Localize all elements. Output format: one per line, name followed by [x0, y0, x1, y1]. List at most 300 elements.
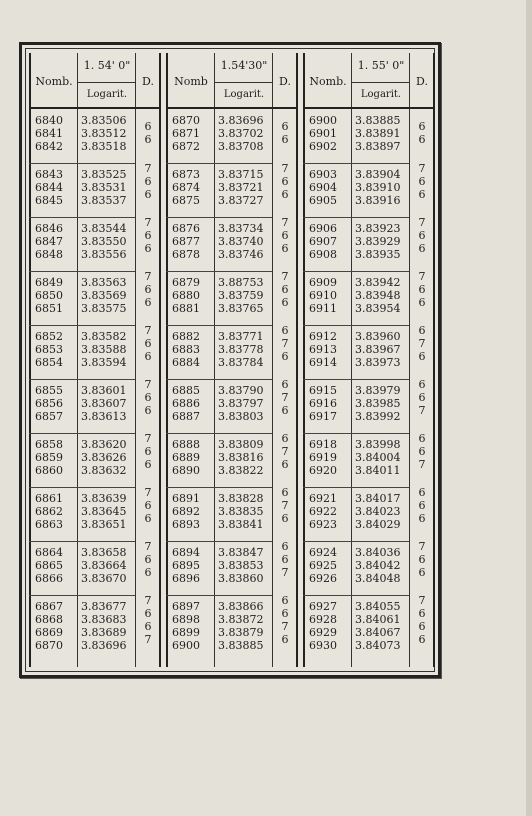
logarit-value: 3.83664: [81, 559, 127, 572]
logarit-value: 3.83525: [81, 168, 127, 181]
difference-value: 6: [144, 458, 152, 471]
logarit-value: 3.83784: [218, 356, 264, 369]
table-row: [29, 385, 135, 397]
nomb-value: 6858: [35, 438, 63, 451]
nomb-value: 6900: [172, 639, 200, 652]
nomb-value: 6868: [35, 613, 63, 626]
difference-value: 6: [144, 229, 152, 242]
group-rule: [29, 433, 135, 434]
logarit-value: 3.83967: [355, 343, 401, 356]
header-logarit: Logarit.: [223, 89, 265, 100]
difference-value: 6: [281, 432, 289, 445]
nomb-value: 6929: [309, 626, 337, 639]
nomb-value: 6920: [309, 464, 337, 477]
header-baseline: [303, 107, 435, 109]
logarit-value: 3.83702: [218, 127, 264, 140]
table-row: [303, 506, 409, 518]
group-rule: [303, 379, 409, 380]
logarit-value: 3.83879: [218, 626, 264, 639]
logarit-value: 3.83822: [218, 464, 264, 477]
nomb-value: 6927: [309, 600, 337, 613]
nomb-value: 6873: [172, 168, 200, 181]
logarit-value: 3.83960: [355, 330, 401, 343]
nomb-value: 6866: [35, 572, 63, 585]
difference-value: 6: [281, 175, 289, 188]
nomb-value: 6861: [35, 492, 63, 505]
table-row: [303, 640, 409, 652]
nomb-value: 6860: [35, 464, 63, 477]
difference-value: 6: [281, 404, 289, 417]
nomb-value: 6890: [172, 464, 200, 477]
nomb-value: 6930: [309, 639, 337, 652]
difference-value: 7: [418, 458, 426, 471]
nomb-value: 6847: [35, 235, 63, 248]
nomb-value: 6876: [172, 222, 200, 235]
logarit-value: 3.83885: [218, 639, 264, 652]
table-row: [29, 115, 135, 127]
table-row: [166, 128, 272, 140]
difference-value: 7: [144, 432, 152, 445]
nomb-value: 6901: [309, 127, 337, 140]
logarit-value: 3.83942: [355, 276, 401, 289]
logarit-value: 3.83689: [81, 626, 127, 639]
table-row: [29, 236, 135, 248]
logarit-value: 3.83916: [355, 194, 401, 207]
logarit-value: 3.83670: [81, 572, 127, 585]
header-d: D.: [142, 75, 154, 88]
logarit-value: 3.83537: [81, 194, 127, 207]
group-rule: [29, 595, 135, 596]
difference-value: 7: [418, 216, 426, 229]
logarit-value: 3.83696: [218, 114, 264, 127]
logarit-value: 3.83885: [355, 114, 401, 127]
nomb-value: 6841: [35, 127, 63, 140]
difference-value: 6: [418, 296, 426, 309]
difference-value: 6: [418, 445, 426, 458]
nomb-value: 6912: [309, 330, 337, 343]
difference-value: 6: [418, 133, 426, 146]
difference-value: 6: [281, 188, 289, 201]
table-row: [29, 331, 135, 343]
logarit-value: 3.83816: [218, 451, 264, 464]
table-row: [166, 290, 272, 302]
logarit-value: 3.83594: [81, 356, 127, 369]
logarit-value: 3.83979: [355, 384, 401, 397]
nomb-value: 6914: [309, 356, 337, 369]
logarit-value: 3.83847: [218, 546, 264, 559]
table-block: [29, 53, 161, 667]
difference-value: 7: [281, 337, 289, 350]
difference-value: 6: [281, 512, 289, 525]
nomb-value: 6895: [172, 559, 200, 572]
table-row: [29, 128, 135, 140]
logarit-value: 3.83582: [81, 330, 127, 343]
table-row: [166, 169, 272, 181]
table-row: [29, 506, 135, 518]
nomb-value: 6863: [35, 518, 63, 531]
difference-value: 7: [144, 324, 152, 337]
difference-value: 7: [281, 499, 289, 512]
table-block: [303, 53, 435, 667]
difference-value: 6: [281, 633, 289, 646]
table-row: [166, 614, 272, 626]
table-row: [166, 547, 272, 559]
logarit-value: 3.83985: [355, 397, 401, 410]
logarit-value: 3.84017: [355, 492, 401, 505]
table-block: [166, 53, 298, 667]
logarit-value: 3.83632: [81, 464, 127, 477]
nomb-value: 6865: [35, 559, 63, 572]
header-rule: [215, 82, 272, 83]
logarit-value: 3.83506: [81, 114, 127, 127]
table-row: [29, 627, 135, 639]
difference-value: 6: [144, 283, 152, 296]
table-row: [29, 411, 135, 423]
logarit-value: 3.83841: [218, 518, 264, 531]
difference-value: 7: [281, 216, 289, 229]
logarit-value: 3.83708: [218, 140, 264, 153]
difference-value: 7: [418, 404, 426, 417]
table-row: [303, 411, 409, 423]
difference-value: 7: [418, 594, 426, 607]
difference-value: 6: [144, 350, 152, 363]
logarit-value: 3.83575: [81, 302, 127, 315]
table-row: [303, 128, 409, 140]
logarit-value: 3.83727: [218, 194, 264, 207]
logarit-value: 3.83891: [355, 127, 401, 140]
logarit-value: 3.83765: [218, 302, 264, 315]
nomb-value: 6846: [35, 222, 63, 235]
table-row: [29, 601, 135, 613]
logarit-value: 3.83639: [81, 492, 127, 505]
difference-value: 6: [144, 512, 152, 525]
table-row: [166, 385, 272, 397]
logarit-value: 3.83809: [218, 438, 264, 451]
logarit-value: 3.83923: [355, 222, 401, 235]
difference-value: 6: [418, 391, 426, 404]
logarit-value: 3.83797: [218, 397, 264, 410]
difference-value: 6: [281, 350, 289, 363]
difference-value: 6: [144, 133, 152, 146]
table-row: [29, 439, 135, 451]
table-row: [303, 601, 409, 613]
logarit-value: 3.84042: [355, 559, 401, 572]
difference-value: 6: [418, 607, 426, 620]
difference-value: 7: [144, 378, 152, 391]
difference-value: 7: [144, 594, 152, 607]
header-d: D.: [279, 75, 291, 88]
logarit-value: 3.83544: [81, 222, 127, 235]
table-row: [29, 249, 135, 261]
table-row: [303, 452, 409, 464]
logarit-value: 3.83601: [81, 384, 127, 397]
table-row: [29, 398, 135, 410]
difference-value: 7: [144, 633, 152, 646]
nomb-value: 6885: [172, 384, 200, 397]
logarit-value: 3.83929: [355, 235, 401, 248]
table-row: [303, 627, 409, 639]
table-row: [303, 493, 409, 505]
difference-value: 7: [144, 540, 152, 553]
group-rule: [29, 217, 135, 218]
difference-value: 7: [281, 162, 289, 175]
header-nomb: Nomb: [174, 75, 208, 88]
group-rule: [166, 379, 272, 380]
table-row: [303, 182, 409, 194]
difference-value: 6: [281, 283, 289, 296]
logarit-value: 3.83658: [81, 546, 127, 559]
logarit-value: 3.84067: [355, 626, 401, 639]
table-row: [29, 169, 135, 181]
group-rule: [303, 541, 409, 542]
group-rule: [166, 487, 272, 488]
logarit-value: 3.83866: [218, 600, 264, 613]
group-rule: [303, 217, 409, 218]
table-row: [303, 141, 409, 153]
table-row: [166, 411, 272, 423]
logarit-value: 3.83531: [81, 181, 127, 194]
difference-value: 6: [144, 120, 152, 133]
difference-value: 6: [418, 229, 426, 242]
difference-value: 7: [418, 162, 426, 175]
group-rule: [166, 541, 272, 542]
nomb-value: 6870: [172, 114, 200, 127]
header-logarit: Logarit.: [86, 89, 128, 100]
nomb-value: 6843: [35, 168, 63, 181]
difference-value: 6: [281, 458, 289, 471]
nomb-value: 6869: [35, 626, 63, 639]
table-row: [166, 236, 272, 248]
group-rule: [303, 433, 409, 434]
nomb-value: 6922: [309, 505, 337, 518]
difference-value: 6: [281, 594, 289, 607]
nomb-value: 6924: [309, 546, 337, 559]
difference-value: 6: [144, 188, 152, 201]
logarit-value: 3.83828: [218, 492, 264, 505]
logarit-value: 3.83740: [218, 235, 264, 248]
difference-value: 6: [144, 296, 152, 309]
table-row: [166, 439, 272, 451]
nomb-value: 6870: [35, 639, 63, 652]
table-row: [29, 614, 135, 626]
logarit-value: 3.83620: [81, 438, 127, 451]
table-row: [29, 303, 135, 315]
table-row: [303, 249, 409, 261]
nomb-value: 6849: [35, 276, 63, 289]
logarit-value: 3.84073: [355, 639, 401, 652]
difference-value: 6: [144, 566, 152, 579]
nomb-value: 6889: [172, 451, 200, 464]
nomb-value: 6908: [309, 248, 337, 261]
nomb-value: 6854: [35, 356, 63, 369]
nomb-value: 6910: [309, 289, 337, 302]
header-arc: 1. 55' 0": [357, 59, 405, 72]
logarit-value: 3.83897: [355, 140, 401, 153]
header-rule: [352, 82, 409, 83]
nomb-value: 6891: [172, 492, 200, 505]
table-row: [166, 182, 272, 194]
nomb-value: 6845: [35, 194, 63, 207]
table-row: [303, 331, 409, 343]
difference-value: 6: [281, 486, 289, 499]
group-rule: [29, 271, 135, 272]
logarit-value: 3.84011: [355, 464, 401, 477]
table-row: [29, 141, 135, 153]
group-rule: [303, 595, 409, 596]
logarit-value: 3.83778: [218, 343, 264, 356]
table-row: [166, 465, 272, 477]
table-row: [166, 141, 272, 153]
group-rule: [303, 163, 409, 164]
nomb-value: 6897: [172, 600, 200, 613]
log-table-inner-border: [25, 48, 435, 672]
difference-value: 6: [144, 445, 152, 458]
difference-value: 6: [418, 242, 426, 255]
group-rule: [166, 271, 272, 272]
difference-value: 6: [281, 229, 289, 242]
table-row: [303, 385, 409, 397]
logarit-value: 3.83872: [218, 613, 264, 626]
group-rule: [303, 271, 409, 272]
logarit-value: 3.83607: [81, 397, 127, 410]
nomb-value: 6855: [35, 384, 63, 397]
nomb-value: 6918: [309, 438, 337, 451]
table-row: [303, 519, 409, 531]
difference-value: 7: [144, 486, 152, 499]
nomb-value: 6907: [309, 235, 337, 248]
table-row: [166, 344, 272, 356]
nomb-value: 6840: [35, 114, 63, 127]
table-row: [303, 303, 409, 315]
logarit-value: 3.84023: [355, 505, 401, 518]
table-row: [303, 439, 409, 451]
nomb-value: 6853: [35, 343, 63, 356]
logarit-value: 3.83556: [81, 248, 127, 261]
difference-value: 6: [418, 432, 426, 445]
logarit-value: 3.83771: [218, 330, 264, 343]
table-row: [29, 493, 135, 505]
logarit-value: 3.84004: [355, 451, 401, 464]
group-rule: [29, 163, 135, 164]
logarit-value: 3.83803: [218, 410, 264, 423]
logarit-value: 3.83998: [355, 438, 401, 451]
difference-value: 6: [418, 188, 426, 201]
logarit-value: 3.84055: [355, 600, 401, 613]
nomb-value: 6851: [35, 302, 63, 315]
table-row: [29, 452, 135, 464]
nomb-value: 6852: [35, 330, 63, 343]
nomb-value: 6872: [172, 140, 200, 153]
nomb-value: 6892: [172, 505, 200, 518]
nomb-value: 6886: [172, 397, 200, 410]
table-row: [166, 357, 272, 369]
table-row: [166, 277, 272, 289]
nomb-value: 6921: [309, 492, 337, 505]
table-row: [166, 452, 272, 464]
group-rule: [29, 325, 135, 326]
logarit-value: 3.83677: [81, 600, 127, 613]
logarit-value: 3.83683: [81, 613, 127, 626]
log-table-frame: [19, 42, 441, 678]
header-arc: 1.54'30": [220, 59, 268, 72]
nomb-value: 6900: [309, 114, 337, 127]
table-row: [303, 573, 409, 585]
header-arc: 1. 54' 0": [83, 59, 131, 72]
logarit-value: 3.83721: [218, 181, 264, 194]
difference-value: 6: [144, 175, 152, 188]
nomb-value: 6882: [172, 330, 200, 343]
logarit-value: 3.83626: [81, 451, 127, 464]
nomb-value: 6917: [309, 410, 337, 423]
logarit-value: 3.83715: [218, 168, 264, 181]
header-nomb: Nomb.: [35, 75, 73, 88]
header-logarit: Logarit.: [360, 89, 402, 100]
nomb-value: 6916: [309, 397, 337, 410]
table-row: [29, 640, 135, 652]
nomb-value: 6859: [35, 451, 63, 464]
table-row: [303, 357, 409, 369]
nomb-value: 6883: [172, 343, 200, 356]
logarit-value: 3.83860: [218, 572, 264, 585]
nomb-value: 6844: [35, 181, 63, 194]
difference-value: 6: [418, 175, 426, 188]
nomb-value: 6871: [172, 127, 200, 140]
table-row: [166, 573, 272, 585]
difference-value: 6: [281, 296, 289, 309]
nomb-value: 6842: [35, 140, 63, 153]
table-row: [29, 547, 135, 559]
logarit-value: 3.83910: [355, 181, 401, 194]
difference-value: 6: [144, 620, 152, 633]
logarit-value: 3.83835: [218, 505, 264, 518]
table-row: [303, 290, 409, 302]
nomb-value: 6919: [309, 451, 337, 464]
difference-value: 7: [144, 162, 152, 175]
group-rule: [166, 163, 272, 164]
nomb-value: 6884: [172, 356, 200, 369]
group-rule: [29, 541, 135, 542]
logarit-value: 3.84061: [355, 613, 401, 626]
table-row: [166, 303, 272, 315]
table-row: [166, 249, 272, 261]
group-rule: [166, 325, 272, 326]
table-row: [29, 277, 135, 289]
nomb-value: 6905: [309, 194, 337, 207]
logarit-value: 3.83734: [218, 222, 264, 235]
nomb-value: 6894: [172, 546, 200, 559]
nomb-value: 6875: [172, 194, 200, 207]
difference-value: 6: [281, 378, 289, 391]
logarit-value: 3.84029: [355, 518, 401, 531]
group-rule: [29, 379, 135, 380]
table-row: [166, 195, 272, 207]
difference-value: 6: [418, 633, 426, 646]
table-row: [303, 169, 409, 181]
difference-value: 6: [418, 486, 426, 499]
table-row: [29, 290, 135, 302]
difference-value: 7: [281, 566, 289, 579]
header-rule: [78, 82, 135, 83]
logarit-value: 3.83512: [81, 127, 127, 140]
difference-value: 6: [281, 540, 289, 553]
nomb-value: 6864: [35, 546, 63, 559]
logarit-value: 3.83696: [81, 639, 127, 652]
logarit-value: 3.83588: [81, 343, 127, 356]
difference-value: 6: [281, 242, 289, 255]
header-baseline: [166, 107, 298, 109]
table-row: [303, 195, 409, 207]
difference-value: 6: [281, 120, 289, 133]
